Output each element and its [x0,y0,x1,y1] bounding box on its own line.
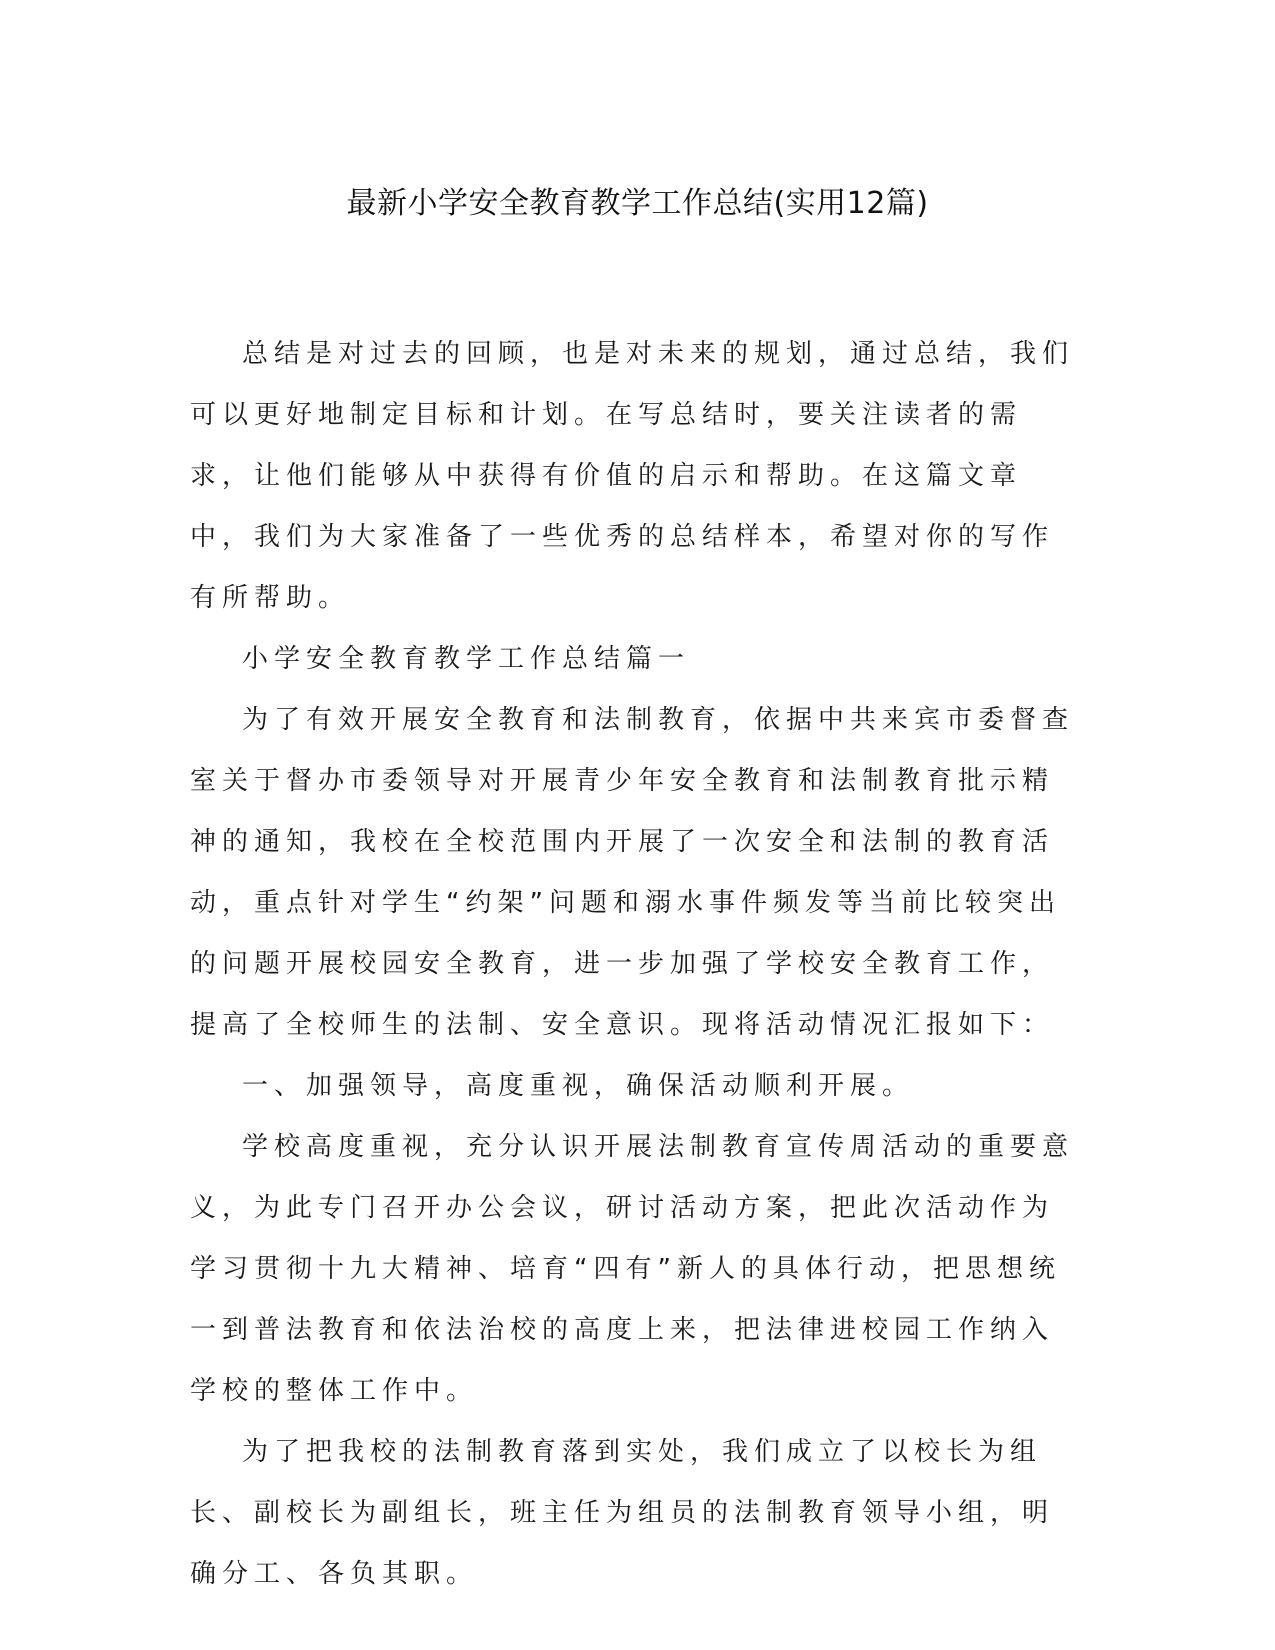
body-paragraph: 为了把我校的法制教育落到实处，我们成立了以校长为组长、副校长为副组长，班主任为组员的法制教育领导小组，明确分工、各负其职。 [190,1437,1055,1589]
section-heading: 小学安全教育教学工作总结篇一 [242,644,691,674]
document-body [190,324,1080,1605]
body-paragraph: 学校高度重视，充分认识开展法制教育宣传周活动的重要意义，为此专门召开办公会议，研讨活动方案，把此次活动作为学习贯彻十九大精神、培育“四有”新人的具体行动，把思想统一到普法教育和依法治校的高度上来，把法律进校园工作纳入学校的整体工作中。 [190,1132,1075,1406]
document-title: 最新小学安全教育教学工作总结(实用12篇) [346,186,929,221]
subsection-heading: 一、加强领导，高度重视，确保活动顺利开展。 [242,1071,915,1101]
intro-paragraph: 总结是对过去的回顾，也是对未来的规划，通过总结，我们可以更好地制定目标和计划。在写总结时，要关注读者的需求，让他们能够从中获得有价值的启示和帮助。在这篇文章中，我们为大家准备了一些优秀的总结样本，希望对你的写作有所帮助。 [190,339,1075,613]
body-paragraph: 为了有效开展安全教育和法制教育，依据中共来宾市委督查室关于督办市委领导对开展青少年安全教育和法制教育批示精神的通知，我校在全校范围内开展了一次安全和法制的教育活动，重点针对学生“约架”问题和溺水事件频发等当前比较突出的问题开展校园安全教育，进一步加强了学校安全教育工作，提高了全校师生的法制、安全意识。现将活动情况汇报如下： [190,705,1075,1040]
